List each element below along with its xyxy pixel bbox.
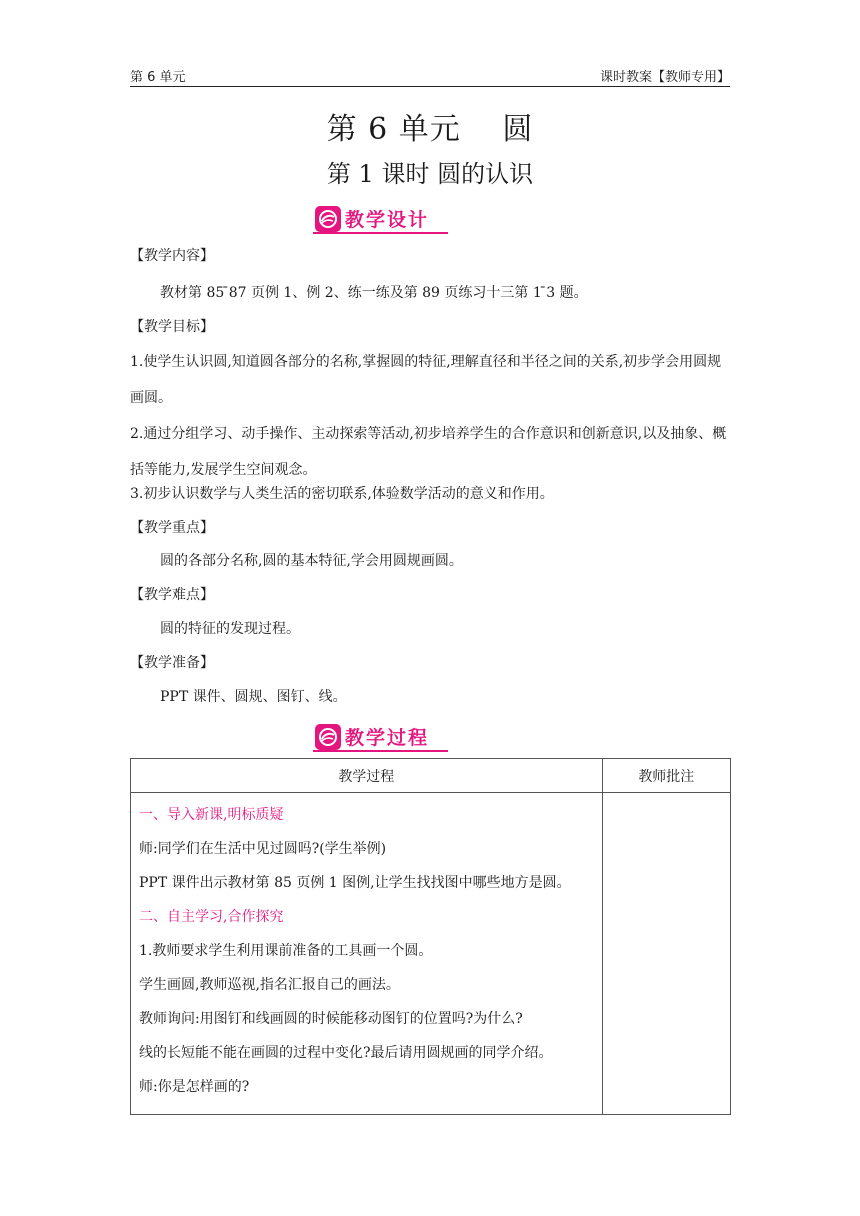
process-line: PPT 课件出示教材第 85 页例 1 图例,让学生找找图中哪些地方是圆。 [139, 875, 571, 891]
process-line: 教师询问:用图钉和线画圆的时候能移动图钉的位置吗?为什么? [139, 1011, 523, 1027]
header-doc-type: 课时教案【教师专用】 [599, 70, 730, 85]
banner-underline [313, 750, 448, 752]
column-header-notes: 教师批注 [602, 759, 730, 793]
unit-title: 第 6 单元 圆 [326, 112, 534, 147]
header-divider [130, 86, 730, 87]
process-line: 师:你是怎样画的? [139, 1079, 250, 1095]
section-heading-objectives: 【教学目标】 [130, 319, 214, 335]
section-text: 圆的特征的发现过程。 [160, 621, 300, 637]
section-text: 圆的各部分名称,圆的基本特征,学会用圆规画圆。 [160, 553, 463, 569]
process-section-heading: 一、导入新课,明标质疑 [139, 807, 284, 823]
process-line: 1.教师要求学生利用课前准备的工具画一个圆。 [139, 943, 433, 959]
banner-teaching-design [313, 204, 448, 234]
header-unit: 第 6 单元 [130, 70, 186, 85]
section-heading-content: 【教学内容】 [130, 248, 214, 264]
objective-2: 2.通过分组学习、动手操作、主动探索等活动,初步培养学生的合作意识和创新意识,以及抽象、概括等能力,发展学生空间观念。 [130, 426, 727, 478]
banner-underline [313, 232, 448, 234]
objective-1: 1.使学生认识圆,知道圆各部分的名称,掌握圆的特征,理解直径和半径之间的关系,初步学会用圆规画圆。 [130, 354, 722, 406]
banner-teaching-process [313, 722, 448, 752]
process-line: 学生画圆,教师巡视,指名汇报自己的画法。 [139, 977, 400, 993]
objective-3: 3.初步认识数学与人类生活的密切联系,体验数学活动的意义和作用。 [130, 486, 554, 502]
banner-label: 教学设计 [345, 209, 430, 231]
table-header-row [131, 759, 731, 793]
lesson-title: 第 1 课时 圆的认识 [326, 160, 534, 188]
section-text: PPT 课件、圆规、图钉、线。 [160, 689, 347, 705]
process-line: 线的长短能不能在画圆的过程中变化?最后请用圆规画的同学介绍。 [139, 1045, 553, 1061]
section-heading-preparation: 【教学准备】 [130, 655, 214, 671]
swirl-logo-icon [315, 724, 341, 750]
swirl-logo-icon [315, 206, 341, 232]
process-section-heading: 二、自主学习,合作探究 [139, 909, 284, 925]
process-line: 师:同学们在生活中见过圆吗?(学生举例) [139, 841, 387, 857]
banner-label: 教学过程 [345, 727, 430, 749]
page-header [130, 64, 730, 86]
column-header-process: 教学过程 [131, 759, 603, 793]
section-heading-key-points: 【教学重点】 [130, 520, 214, 536]
table-row [131, 793, 731, 1115]
section-text: 教材第 85 ̄87 页例 1、例 2、练一练及第 89 页练习十三第 1 ̄3 题。 [160, 285, 588, 301]
section-heading-difficulties: 【教学难点】 [130, 587, 214, 603]
process-cell [131, 793, 603, 1115]
teaching-process-table [130, 758, 731, 1115]
teacher-notes-cell [602, 793, 730, 1115]
